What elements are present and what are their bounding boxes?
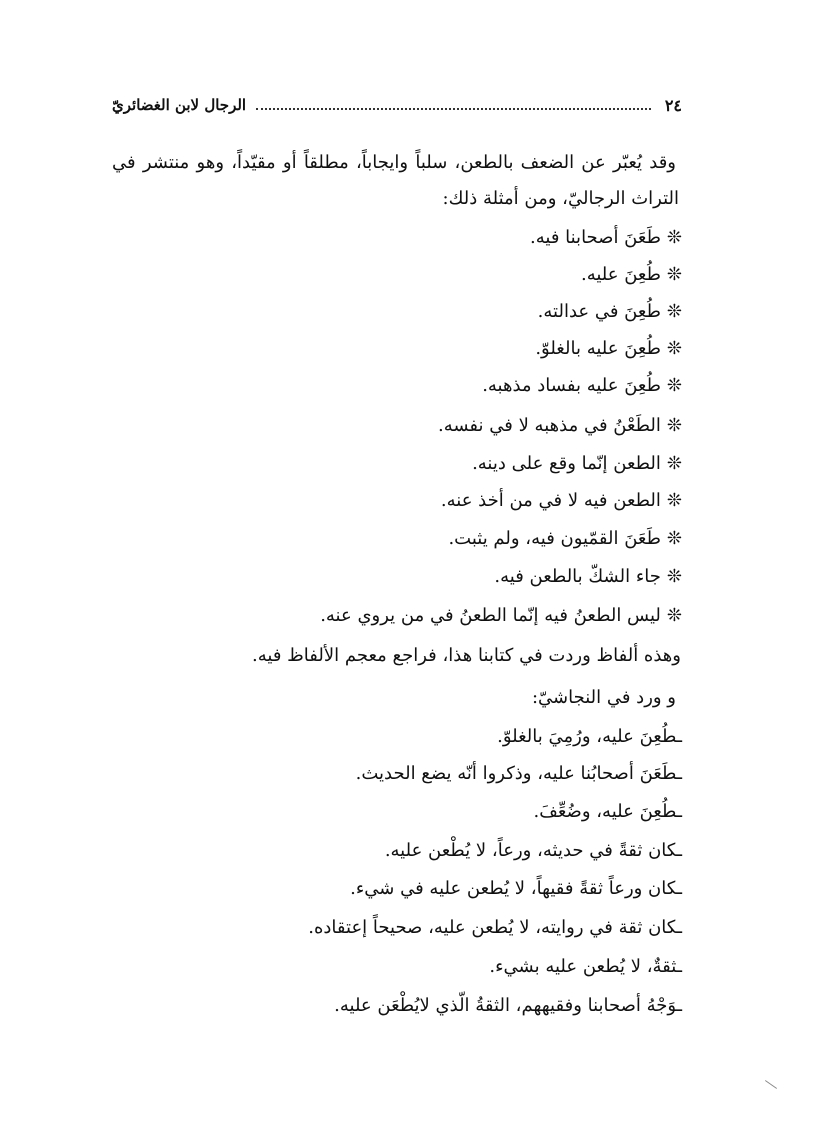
list-item-text: طُعِنَ عليه بفساد مذهبه. xyxy=(482,375,661,396)
dash-icon: ـ xyxy=(676,763,682,784)
najashi-heading: و ورد في النجاشيّ: xyxy=(531,687,676,708)
dash-icon: ـ xyxy=(676,801,682,822)
list-item-text: كان ثقة في روايته، لا يُطعن عليه، صحيحاً إعتقاده. xyxy=(308,917,677,938)
list-item xyxy=(448,524,682,554)
list-item xyxy=(482,371,682,401)
list-item xyxy=(356,759,682,789)
bullet-icon: ❊ xyxy=(666,301,682,322)
list-item xyxy=(489,952,682,982)
list-item-text: كان ورعاً ثقةً فقيهاً، لا يُطعن عليه في شيء. xyxy=(350,878,677,899)
list-item-text: طُعِنَ عليه. xyxy=(580,264,661,285)
bullet-icon: ❊ xyxy=(666,338,682,359)
list-item xyxy=(308,913,682,943)
bullet-icon: ❊ xyxy=(666,415,682,436)
list-item-text: طُعِنَ عليه، وضُعِّفَ. xyxy=(533,801,677,822)
list-item xyxy=(494,562,682,592)
dash-icon: ـ xyxy=(676,956,682,977)
list-item xyxy=(350,874,682,904)
list-item-text: ثقةٌ، لا يُطعن عليه بشيء. xyxy=(489,956,677,977)
bullet-icon: ❊ xyxy=(666,490,682,511)
list-item xyxy=(320,601,682,631)
list-item-text: كان ثقةً في حديثه، ورعاً، لا يُطْعن عليه. xyxy=(384,840,677,861)
bullet-icon: ❊ xyxy=(666,566,682,587)
dash-icon: ـ xyxy=(676,726,682,747)
list-item-text: طُعِنَ عليه بالغلوّ. xyxy=(535,338,661,359)
list-item xyxy=(538,297,682,327)
dash-icon: ـ xyxy=(676,878,682,899)
list-item-text: ليس الطعنُ فيه إنّما الطعنُ في من يروي عنه. xyxy=(320,605,661,626)
page-number: ٢٤ xyxy=(664,95,682,115)
bullet-icon: ❊ xyxy=(666,264,682,285)
list-item-text: طُعِنَ عليه، ورُمِيَ بالغلوّ. xyxy=(497,726,677,747)
list-item-text: طَعَنَ أصحابنا فيه. xyxy=(530,227,661,248)
list-item-text: طُعِنَ في عدالته. xyxy=(537,301,661,322)
list-item xyxy=(530,223,682,253)
list-item-text: وَجْهُ أصحابنا وفقيههم، الثقةُ الّذي لايُطْعَن عليه. xyxy=(334,995,677,1016)
list-item xyxy=(441,486,682,516)
list-item-text: الطعن إنّما وقع على دينه. xyxy=(472,453,661,474)
list-item-text: طَعَنَ القمّيون فيه، ولم يثبت. xyxy=(448,528,661,549)
bullet-icon: ❊ xyxy=(666,227,682,248)
dash-icon: ـ xyxy=(676,917,682,938)
note-line: وهذه ألفاظ وردت في كتابنا هذا، فراجع معجم الألفاظ فيه. xyxy=(252,645,681,666)
list-item xyxy=(385,836,682,866)
running-title: الرجال لابن الغضائريّ xyxy=(112,96,247,114)
header-dot-leader xyxy=(256,108,651,110)
list-item-text: الطَعْنُ في مذهبه لا في نفسه. xyxy=(437,415,661,436)
running-header xyxy=(112,93,682,117)
list-item-text: الطعن فيه لا في من أخذ عنه. xyxy=(440,490,661,511)
bullet-icon: ❊ xyxy=(666,605,682,626)
list-item xyxy=(472,449,682,479)
list-item xyxy=(535,334,682,364)
list-item-text: جاء الشكّ بالطعن فيه. xyxy=(494,566,661,587)
list-item xyxy=(497,722,682,752)
dash-icon: ـ xyxy=(676,995,682,1016)
list-item xyxy=(534,797,682,827)
intro-line-2: التراث الرجاليّ، ومن أمثلة ذلك: xyxy=(442,188,679,209)
dash-icon: ـ xyxy=(676,840,682,861)
scan-mark xyxy=(765,1080,777,1089)
list-item xyxy=(438,411,682,441)
bullet-icon: ❊ xyxy=(666,453,682,474)
bullet-icon: ❊ xyxy=(666,528,682,549)
bullet-icon: ❊ xyxy=(666,375,682,396)
intro-line-1: وقد يُعبّر عن الضعف بالطعن، سلباً وايجاباً، مطلقاً أو مقيّداً، وهو منتشر في xyxy=(112,152,676,173)
list-item xyxy=(581,260,682,290)
list-item xyxy=(334,991,682,1021)
list-item-text: طَعَنَ أصحابُنا عليه، وذكروا أنّه يضع الحديث. xyxy=(355,763,677,784)
